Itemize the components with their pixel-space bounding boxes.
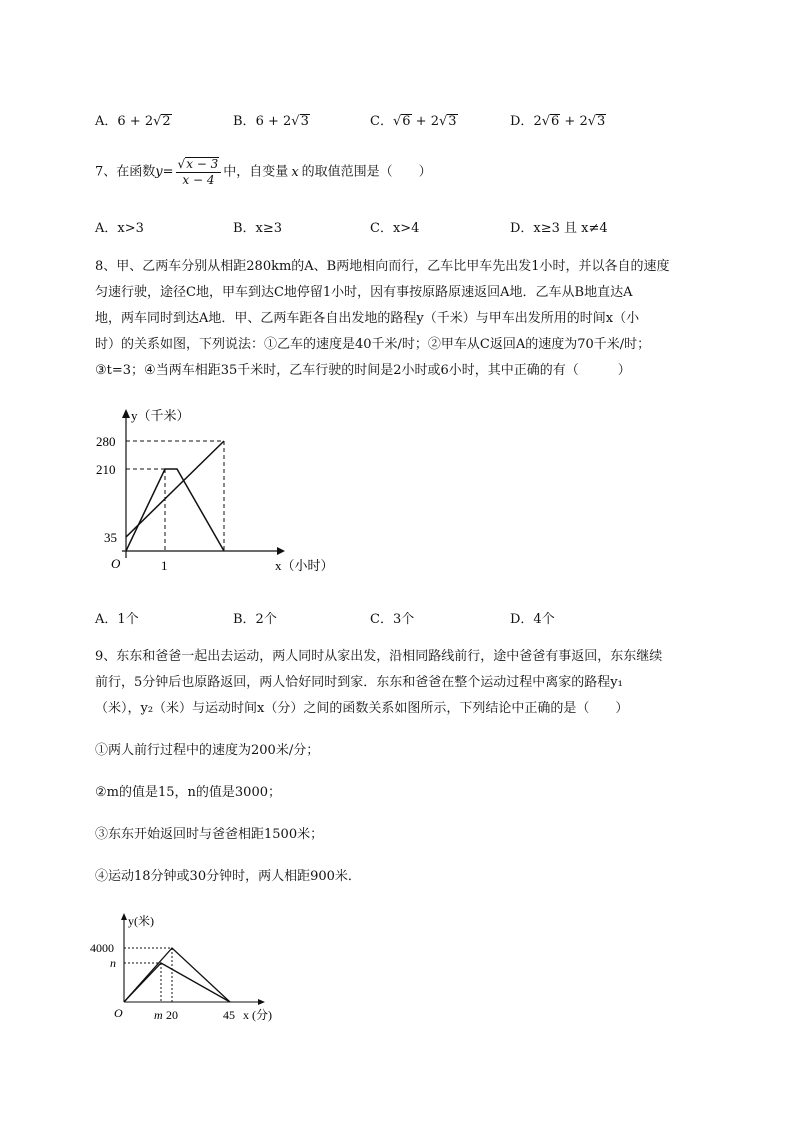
q9-line-3: （米），y₂（米）与运动时间x（分）之间的函数关系如图所示，下列结论中正确的是（ ）: [95, 701, 629, 716]
sqrt: √3: [438, 114, 457, 129]
q9-x-axis-label: x (分): [243, 1008, 272, 1022]
option-label: C．: [370, 114, 393, 129]
q9-tick-4000: 4000: [90, 941, 114, 955]
q8-line-4: 时）的关系如图，下列说法：①乙车的速度是40千米/时；②甲车从C返回A的速度为70千米/时；: [95, 337, 651, 352]
sqrt: √6: [541, 114, 560, 129]
q9-series-y1: [124, 948, 230, 1002]
option-text: 2: [533, 114, 542, 129]
radicand: 6: [551, 114, 560, 129]
q8-option-a: A．1个: [95, 612, 139, 627]
q6-option-d: [510, 110, 606, 129]
q7-prefix: 7、在函数: [95, 164, 156, 180]
sqrt: √2: [153, 114, 171, 129]
q6-option-a: [95, 110, 172, 129]
q8-x-axis-label: x（小时）: [275, 558, 334, 573]
q7-fraction: [176, 157, 222, 188]
q7-numerator: √x − 3: [176, 157, 222, 173]
q8-tick-x1: 1: [161, 558, 168, 573]
radicand: 3: [597, 114, 606, 129]
q7-denominator: x − 4: [182, 173, 215, 187]
q9-y-axis-label: y(米): [128, 914, 154, 928]
q9-origin-label: O: [114, 1006, 123, 1020]
q8-option-c: C．3个: [370, 612, 415, 627]
q7-x-var: x: [291, 164, 299, 180]
q9-statement-1: ①两人前行过程中的速度为200米/分；: [95, 743, 320, 758]
q8-chart: [95, 400, 365, 585]
q9-statement-3: ③东东开始返回时与爸爸相距1500米；: [95, 827, 324, 842]
q8-tick-35: 35: [104, 530, 117, 545]
q9-tick-n: n: [110, 956, 116, 970]
q9-line-1: 9、东东和爸爸一起出去运动，两人同时从家出发，沿相同路线前行，途中爸爸有事返回，东东继续: [95, 649, 663, 664]
q9-chart: [88, 908, 288, 1028]
q7-option-d: D．x≥3 且 x≠4: [510, 221, 608, 236]
q8-line-5: ③t=3；④当两车相距35千米时，乙车行驶的时间是2小时或6小时，其中正确的有（ ）: [95, 363, 631, 378]
radicand: 6: [402, 114, 411, 129]
q8-y-axis-label: y（千米）: [131, 408, 190, 423]
option-text: + 2: [560, 114, 588, 129]
q8-line-1: 8、甲、乙两车分别从相距280km的A、B两地相向而行，乙车比甲车先出发1小时，并以各自的速度: [95, 259, 670, 274]
q8-y-axis-arrow: [122, 409, 130, 418]
q7-option-a: A．x>3: [95, 221, 144, 236]
option-text: + 2: [411, 114, 439, 129]
q8-origin-label: O: [111, 556, 121, 571]
sqrt: √3: [291, 114, 309, 129]
q8-option-d: D．4个: [510, 612, 555, 627]
option-text: 6 + 2: [255, 114, 292, 129]
q8-option-b: B．2个: [233, 612, 277, 627]
q8-series-jia: [126, 469, 224, 551]
q9-statement-4: ④运动18分钟或30分钟时，两人相距900米．: [95, 869, 361, 884]
q9-statement-2: ②m的值是15，n的值是3000；: [95, 785, 281, 800]
q8-x-axis-arrow: [277, 547, 285, 555]
q9-tick-45: 45: [223, 1008, 235, 1022]
q9-tick-20: 20: [166, 1008, 178, 1022]
radicand: 2: [162, 114, 171, 129]
q9-series-y2: [124, 963, 230, 1002]
q7-option-b: B．x≥3: [233, 221, 283, 236]
option-label: B．: [233, 114, 256, 129]
q7-option-c: C．x>4: [370, 221, 420, 236]
q6-option-c: [370, 110, 458, 129]
q9-line-2: 前行，5分钟后也原路返回，两人恰好同时到家．东东和爸爸在整个运动过程中离家的路程y₁: [95, 675, 623, 690]
q8-tick-210: 210: [96, 462, 116, 477]
radicand: 3: [448, 114, 457, 129]
q9-x-axis-arrow: [258, 999, 265, 1005]
q8-tick-280: 280: [96, 434, 116, 449]
q7-y-var: y: [155, 164, 163, 180]
q8-line-2: 匀速行驶，途径C地，甲车到达C地停留1小时，因有事按原路原速返回A地．乙车从B地直达A: [95, 285, 633, 300]
option-text: 6 + 2: [117, 114, 154, 129]
radicand: 3: [300, 114, 309, 129]
q9-y-axis-arrow: [121, 913, 127, 920]
q7-equals: =: [162, 164, 174, 180]
option-label: A．: [95, 114, 118, 129]
q6-option-b: [233, 110, 310, 129]
q7-suffix2: 的取值范围是（ ）: [301, 164, 432, 180]
q7-suffix: 中，自变量: [223, 164, 289, 180]
sqrt: √6: [392, 114, 411, 129]
sqrt: √3: [587, 114, 606, 129]
q7-stem: [95, 157, 432, 188]
q8-line-3: 地，两车同时到达A地．甲、乙两车距各自出发地的路程y（千米）与甲车出发所用的时间x（小: [95, 311, 640, 326]
q8-series-yi: [126, 441, 224, 537]
option-label: D．: [510, 114, 534, 129]
q7-radicand: x − 3: [186, 157, 219, 171]
q9-tick-m: m: [154, 1008, 163, 1022]
